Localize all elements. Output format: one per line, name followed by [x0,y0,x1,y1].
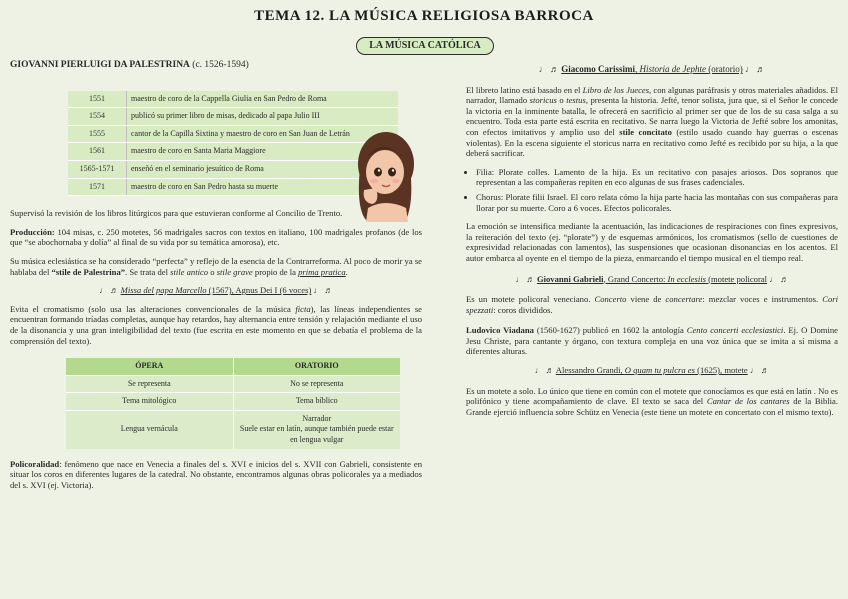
opera-cell: Tema mitológico [66,393,233,411]
timeline-row [68,91,398,108]
jephte-text-3: o [556,95,567,106]
timeline-year: 1561 [68,143,127,161]
marcello-text-1: Evita el cromatismo (solo usa las alteraciones convencionales de la música [10,303,296,314]
carissimi-name[interactable]: Giacomo Carissimi [561,64,635,74]
table-row [66,375,400,393]
music-note-icon: ♩ ♬ [749,365,770,376]
timeline-year: 1565-1571 [68,160,127,178]
opera-cell: Se representa [66,375,233,393]
gabrieli-work-pre: , Grand Concerto: [603,273,668,284]
timeline-row [68,178,398,196]
jephte-title[interactable]: Historia de Jephte [639,64,706,74]
timeline-year: 1571 [68,178,127,196]
music-note-icon: ♩ ♬ [744,64,766,74]
revision-paragraph: Supervisó la revisión de los libros litúrgicos para que estuvieran conforme al Concilio de Trento. [10,208,343,219]
carissimi-heading: ♩ ♬ Giacomo Carissimi, Historia de Jephte (oratorio) ♩ ♬ [538,64,766,74]
jephte-text-1: El libreto latino está basado en el [466,84,583,95]
jueces-term: Libro de los Jueces [582,84,650,95]
opera-cell: Lengua vernácula [66,410,233,448]
style-text-1: Su música eclesiástica se ha considerado “perfecta” y reflejo de la esencia de la Contrarreforma. Al poco de morir ya se hablaba del [10,255,422,277]
gabrieli-text-1: Es un motete policoral veneciano. [466,294,595,305]
policoral-text: : fenómeno que nace en Venecia a finales del s. XVI e inicios del s. XVII con Gabrieli, consistente en situar los coros en diferentes lugares de la catedral. No obstante, encontramos algunas obras policorales ya a mediados del s. XVI (ej. Victoria). [10,458,422,490]
jephte-paragraph [466,85,838,159]
palestrina-timeline [68,91,398,197]
jephte-text-5: (estilo usado cuando hay guerras o escenas violentas). En la escena siguiente el storicus narra en recitativo como Jefté es recibido por su hija, a la que deberá sacrificar. [466,126,839,159]
jephte-list [466,167,838,213]
production-paragraph [10,227,422,248]
oratorio-cell: No se representa [233,375,400,393]
cantar-term: Cantar de los cantares [706,396,790,407]
style-paragraph [10,256,422,277]
testus-term: testus [566,95,586,106]
timeline-event: maestro de coro en Santa Maria Maggiore [127,143,399,161]
grandi-name[interactable]: Alessandro Grandi [555,365,621,376]
grandi-text-2: de la Biblia. Grande ejerció influencia sobre Schütz en Venecia (este tiene un motete en concertato con el mismo texto). [466,396,838,417]
timeline-row [68,108,398,126]
cori-spezzati-term: Cori spezzati [466,294,838,315]
music-note-icon: ♩ ♬ [99,285,119,296]
prima-pratica: prima pratica [298,266,346,277]
marcello-paragraph [10,304,422,346]
list-item: • Chorus: Plorate filii Israel. El coro relata cómo la hija parte hacia las montañas con sus compañeras para llorar por su muerte. Coro a 6 voces. Efectos policorales. [476,192,838,213]
timeline-event: enseñó en el seminario jesuítico de Roma [127,160,399,178]
in-ecclesiis-title[interactable]: In ecclesiis [667,273,706,284]
gabrieli-name[interactable]: Giovanni Gabrieli [536,273,604,284]
stile-concitato: stile concitato [619,126,672,137]
timeline-row [68,160,398,178]
palestrina-heading [10,60,422,71]
grandi-text-1: Es un motete a solo. Lo único que tiene en común con el motete que conocíamos es que está en latín . No es polifónico y tiene acompañamiento de clave. El texto se saca del [466,385,838,407]
oratorio-cell: Tema bíblico [233,393,400,411]
production-text: 104 misas, c. 250 motetes, 56 madrigales sacros con textos en italiano, 100 madrigales profanos (de los que “se abochornaba y dolía” al final de su vida por su temática amorosa), etc. [10,226,422,248]
gabrieli-text-3: : mezclar voces e instrumentos. [702,294,823,305]
style-term: “stile de Palestrina” [51,266,126,277]
stile-grave: stile grave [216,266,253,277]
gabrieli-heading [466,274,838,285]
timeline-year: 1555 [68,125,127,143]
jephte-genre: (oratorio) [708,64,743,74]
policoral-label: Policoralidad [10,458,60,469]
gabrieli-text-4: : coros divididos. [493,304,553,315]
timeline-event: cantor de la Capilla Sixtina y maestro de coro en San Juan de Letrán [127,125,399,143]
viadana-text-1: (1560-1627) publicó en 1602 la antología [533,325,687,336]
concertare-term: concertare [665,294,703,305]
style-text-4: propio de la [252,266,299,277]
music-note-icon: ♩ ♬ [534,365,555,376]
timeline-year: 1554 [68,108,127,126]
list-item: • Filia: Plorate colles. Lamento de la hija. Es un recitativo con pasajes ariosos. Dos sopranos que representan a las compañeras repiten en eco algunas de sus frases cadenciales. [476,167,838,188]
stile-antico: stile antico [170,266,209,277]
style-text-2: . Se trata del [125,266,171,277]
right-column [466,64,838,425]
avatar-illustration [352,128,416,222]
music-note-icon: ♩ ♬ [769,273,789,284]
grandi-rest: (1625), motete [694,365,748,376]
timeline-row [68,143,398,161]
page-title: TEMA 12. LA MÚSICA RELIGIOSA BARROCA [254,8,594,24]
opera-oratorio-table [66,358,400,449]
gabrieli-genre: (motete policoral [705,273,768,284]
grandi-work-pre: , [620,365,625,376]
style-text-3: o [208,266,217,277]
jephte-text-4: , presenta la historia. Jefté, tenor solista, jura que, si el Señor le concede la victoria en la inminente batalla, le ofrecerá en sacrificio al primer ser que de los de su casa salga a su encuentro. Toda esta parte está escrita en recitativo. Se narra luego la Victoria de Jefté sobre los amonitas, con efectos imitativos y amplio uso del [466,95,838,137]
left-column [10,60,422,498]
concerto-term: Concerto [594,294,627,305]
oratorio-header: ORATORIO [233,358,400,375]
viadana-text-2: . Ej. O Domine Jesu Christe, para cantante y órgano, con textura compleja en una voz única que se imita a sí misma a diferentes alturas. [466,325,838,357]
table-row [66,393,400,411]
timeline-event: maestro de coro en San Pedro hasta su muerte [127,178,399,196]
viadana-name: Ludovico Viadana [466,325,534,336]
music-note-icon: ♩ ♬ [515,273,535,284]
marcello-title[interactable]: Missa del papa Marcello [120,285,207,296]
marcello-heading [10,285,422,296]
timeline-event: publicó su primer libro de misas, dedicado al papa Julio III [127,108,399,126]
style-text-5: . [345,266,348,277]
jephte-text-2: , con algunas paráfrasis y otros materiales añadidos. El narrador, llamado [466,84,839,106]
gabrieli-text-2: viene de [626,294,666,305]
cento-concerti-term: Cento concerti ecclesiastici [686,325,784,336]
music-note-icon: ♩ ♬ [313,285,333,296]
viadana-paragraph [466,325,838,357]
grandi-heading [466,365,838,376]
quam-pulcra-title[interactable]: O quam tu pulcra es [624,365,695,376]
marcello-details: (1567), Agnus Dei I (6 voces) [206,285,312,296]
policoral-paragraph [10,459,422,491]
grandi-paragraph [466,386,838,418]
palestrina-name: GIOVANNI PIERLUIGI DA PALESTRINA [10,60,190,70]
gabrieli-paragraph [466,294,838,315]
palestrina-dates: (c. 1526-1594) [192,60,249,70]
marcello-text-2: ), las líneas independientes se encuentran formando tríadas completas, aunque hay retardos, hay alternancia entre tensión y relajación mediante el uso de la disonancia y una gran inteligibilidad del texto (fue escrita en este momento en que se debatía el problema de la comprensión del texto). [10,303,422,346]
storicus-term: storicus [529,95,557,106]
timeline-row [68,125,398,143]
opera-header: ÓPERA [66,358,233,375]
emotion-paragraph: La emoción se intensifica mediante la acentuación, las indicaciones de respiraciones con fines expresivos, la reiteración del texto (ej. “plorate”) y de esquemas armónicos, los cromatismos (sello de cuestiones de expresividad relacionadas con lamentos), las suspensiones que ocasionan disonancias en los acentos. El autor embarca al oyente en el tiempo de la pieza, enmarcando el tiempo musical en el tiempo real. [466,221,838,263]
timeline-event: maestro de coro de la Cappella Giulia en San Pedro de Roma [127,91,399,108]
table-row [66,410,400,448]
section-badge: LA MÚSICA CATÓLICA [356,37,494,55]
ficta-term: ficta [295,303,311,314]
music-note-icon: ♩ ♬ [538,64,559,74]
production-label: Producción: [10,226,55,237]
timeline-year: 1551 [68,91,127,108]
oratorio-cell: Narrador Suele estar en latín, aunque también puede estar en lengua vulgar [233,410,400,448]
